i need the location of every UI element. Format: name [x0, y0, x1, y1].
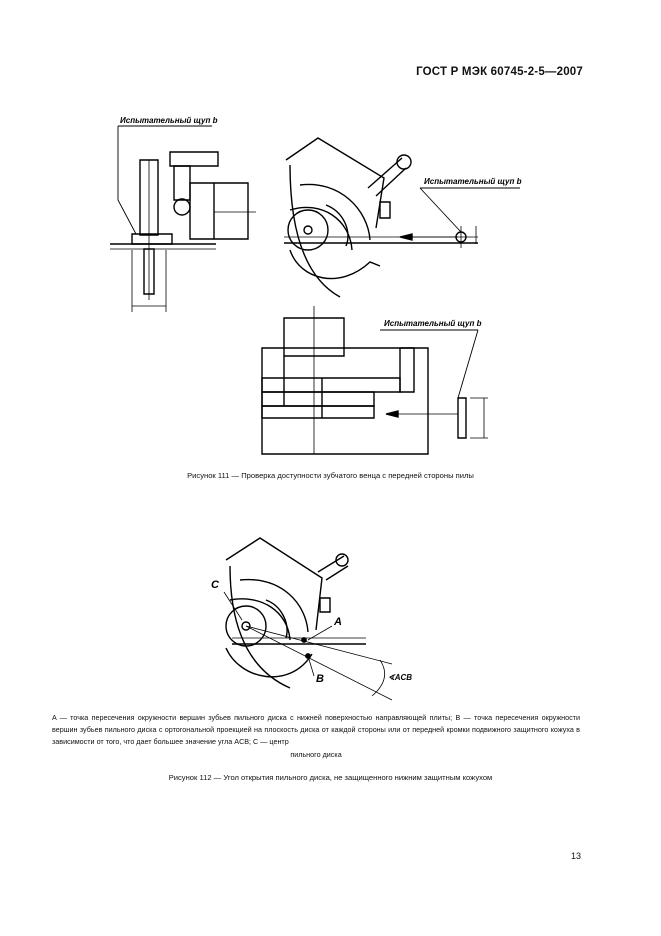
label-b: B [316, 673, 324, 685]
probe-label-bottom: Испытательный щуп b [384, 319, 482, 328]
label-a: A [334, 616, 342, 628]
figure-112-legend [52, 712, 580, 761]
figure-112-caption: Рисунок 112 — Угол открытия пильного диска, не защищенного нижним защитным кожухом [168, 773, 493, 782]
legend-text-end: пильного диска [290, 749, 342, 759]
label-angle-acb: ∢ACB [388, 673, 413, 682]
figure-111-caption: Рисунок 111 — Проверка доступности зубчатого венца с передней стороны пилы [187, 471, 474, 480]
probe-label-right: Испытательный щуп b [424, 177, 522, 186]
label-c: C [211, 579, 219, 591]
probe-label-left: Испытательный щуп b [120, 116, 218, 125]
page-number: 13 [570, 851, 581, 861]
legend-text: A — точка пересечения окружности вершин зубьев пильного диска с нижней поверхностью направляющей плиты; B — точка пересечения окружности вершин зубьев пильного диска с ортогональной проекцией на плоскость диска от каждой стороны или от передней кромки подвижного защитного кожуха в зависимости от того, что дает большее значение угла ACB; C — центр [52, 713, 580, 747]
document-header: ГОСТ Р МЭК 60745-2-5—2007 [416, 66, 583, 78]
